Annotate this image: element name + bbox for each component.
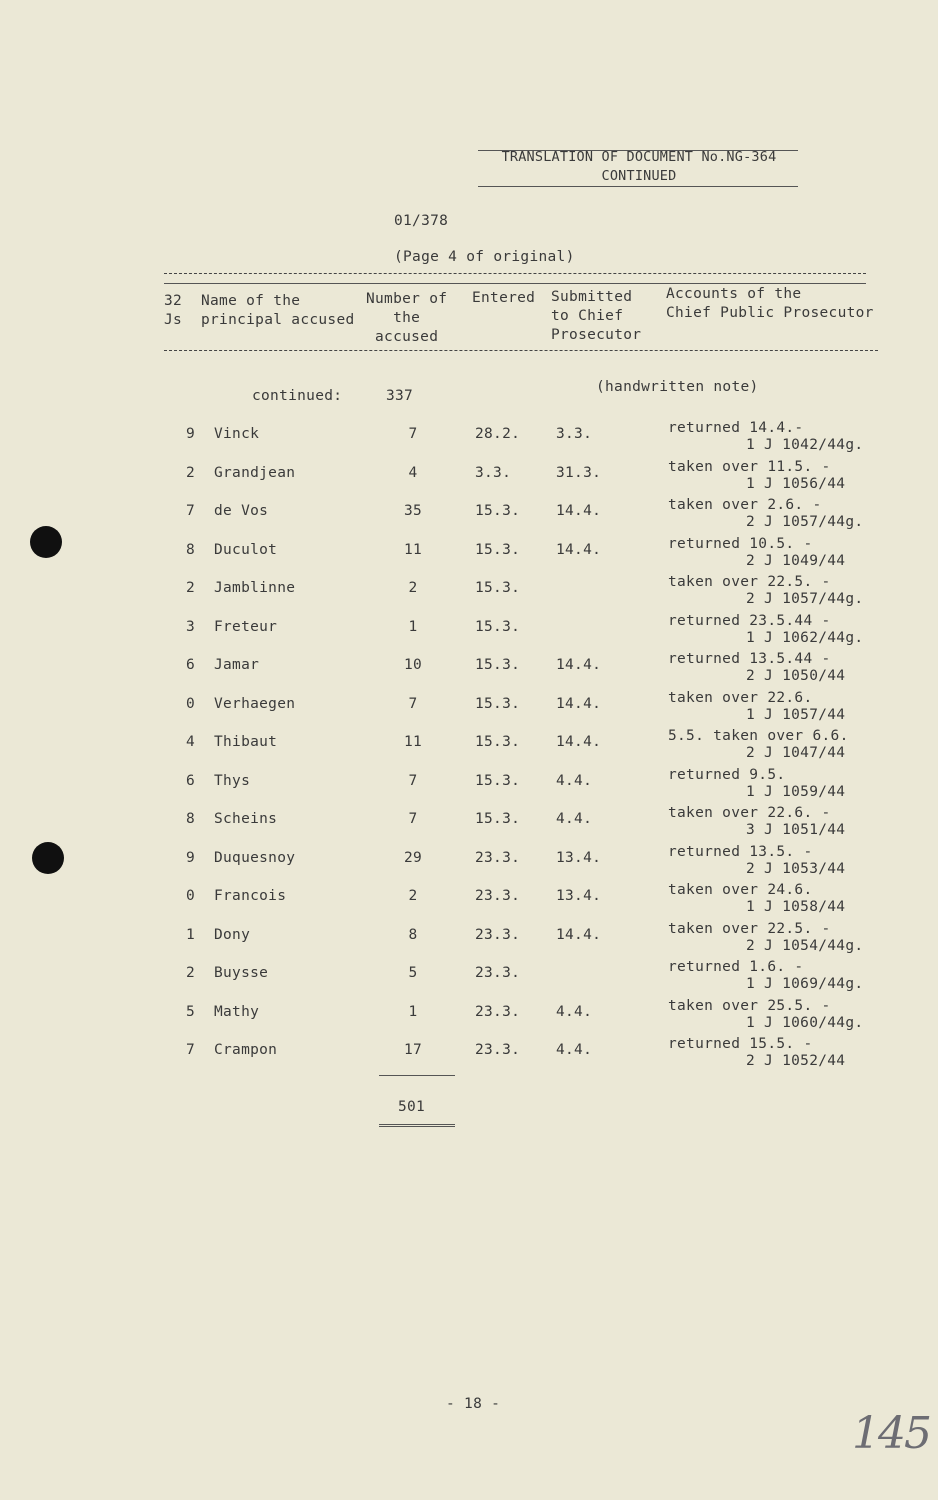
total-rule-bottom xyxy=(379,1124,455,1127)
row-name: Mathy xyxy=(214,1004,260,1020)
row-js: 0 xyxy=(186,888,196,904)
page-of-original: (Page 4 of original) xyxy=(394,249,575,265)
row-account-status: returned 9.5. xyxy=(668,767,786,783)
row-number: 1 xyxy=(408,619,418,635)
row-js: 9 xyxy=(186,426,196,442)
row-account-reference: 1 J 1057/44 xyxy=(746,707,846,723)
punch-hole-top xyxy=(30,526,62,558)
row-account-reference: 2 J 1053/44 xyxy=(746,861,846,877)
row-submitted: 3.3. xyxy=(556,426,593,442)
row-js: 1 xyxy=(186,927,196,943)
row-number: 2 xyxy=(408,580,418,596)
row-js: 6 xyxy=(186,773,196,789)
row-entered: 15.3. xyxy=(475,657,521,673)
row-account-reference: 1 J 1042/44g. xyxy=(746,437,864,453)
row-account-status: taken over 22.5. - xyxy=(668,921,831,937)
row-name: Duculot xyxy=(214,542,278,558)
row-entered: 15.3. xyxy=(475,773,521,789)
continued-value: 337 xyxy=(386,388,414,404)
header-rule-bottom xyxy=(478,186,798,187)
row-name: Francois xyxy=(214,888,287,904)
row-account-status: taken over 22.6. xyxy=(668,690,813,706)
row-account-status: returned 10.5. - xyxy=(668,536,813,552)
column-entered-header: Entered xyxy=(472,290,536,306)
row-number: 7 xyxy=(408,811,418,827)
row-account-reference: 1 J 1058/44 xyxy=(746,899,846,915)
row-name: Scheins xyxy=(214,811,278,827)
row-number: 7 xyxy=(408,426,418,442)
row-entered: 23.3. xyxy=(475,850,521,866)
row-account-reference: 1 J 1060/44g. xyxy=(746,1015,864,1031)
row-account-reference: 2 J 1057/44g. xyxy=(746,514,864,530)
handwritten-note-label: (handwritten note) xyxy=(596,379,759,395)
row-number: 4 xyxy=(408,465,418,481)
row-entered: 15.3. xyxy=(475,696,521,712)
document-reference: 01/378 xyxy=(394,213,449,229)
row-number: 2 xyxy=(408,888,418,904)
row-number: 10 xyxy=(403,657,423,673)
row-js: 8 xyxy=(186,811,196,827)
column-js-header: 32 Js xyxy=(164,293,183,328)
row-js: 3 xyxy=(186,619,196,635)
document-header xyxy=(478,148,800,186)
row-submitted: 4.4. xyxy=(556,1042,593,1058)
row-account-reference: 1 J 1069/44g. xyxy=(746,976,864,992)
row-name: Vinck xyxy=(214,426,260,442)
row-number: 1 xyxy=(408,1004,418,1020)
row-name: Buysse xyxy=(214,965,269,981)
handwritten-page-number: 145 xyxy=(852,1408,930,1459)
total-value: 501 xyxy=(398,1099,426,1115)
row-js: 7 xyxy=(186,1042,196,1058)
row-name: Crampon xyxy=(214,1042,278,1058)
row-entered: 15.3. xyxy=(475,811,521,827)
row-js: 5 xyxy=(186,1004,196,1020)
row-submitted: 14.4. xyxy=(556,503,602,519)
translation-title: TRANSLATION OF DOCUMENT No.NG-364 xyxy=(501,149,777,165)
table-top-rule xyxy=(164,273,866,274)
row-name: Jamblinne xyxy=(214,580,296,596)
row-entered: 15.3. xyxy=(475,619,521,635)
row-account-status: returned 23.5.44 - xyxy=(668,613,831,629)
row-account-status: 5.5. taken over 6.6. xyxy=(668,728,849,744)
row-account-reference: 1 J 1056/44 xyxy=(746,476,846,492)
row-name: Duquesnoy xyxy=(214,850,296,866)
row-entered: 23.3. xyxy=(475,965,521,981)
column-submitted-header: Submitted to Chief Prosecutor xyxy=(551,289,642,343)
row-account-status: taken over 2.6. - xyxy=(668,497,822,513)
row-entered: 15.3. xyxy=(475,542,521,558)
row-account-reference: 2 J 1047/44 xyxy=(746,745,846,761)
row-number: 35 xyxy=(403,503,423,519)
row-name: Jamar xyxy=(214,657,260,673)
row-submitted: 4.4. xyxy=(556,1004,593,1020)
row-number: 5 xyxy=(408,965,418,981)
row-account-status: returned 13.5. - xyxy=(668,844,813,860)
row-number: 11 xyxy=(403,734,423,750)
row-number: 7 xyxy=(408,696,418,712)
row-account-status: taken over 22.6. - xyxy=(668,805,831,821)
row-entered: 23.3. xyxy=(475,888,521,904)
row-account-status: returned 15.5. - xyxy=(668,1036,813,1052)
row-entered: 23.3. xyxy=(475,1004,521,1020)
row-entered: 15.3. xyxy=(475,734,521,750)
total-rule-top xyxy=(379,1075,455,1076)
row-account-status: taken over 22.5. - xyxy=(668,574,831,590)
row-account-reference: 2 J 1054/44g. xyxy=(746,938,864,954)
punch-hole-bottom xyxy=(32,842,64,874)
row-number: 11 xyxy=(403,542,423,558)
row-js: 0 xyxy=(186,696,196,712)
row-account-status: taken over 24.6. xyxy=(668,882,813,898)
row-js: 2 xyxy=(186,465,196,481)
row-account-reference: 2 J 1052/44 xyxy=(746,1053,846,1069)
table-header-bottom-rule xyxy=(164,350,878,351)
row-number: 29 xyxy=(403,850,423,866)
row-submitted: 4.4. xyxy=(556,811,593,827)
row-name: Thibaut xyxy=(214,734,278,750)
row-entered: 28.2. xyxy=(475,426,521,442)
row-number: 7 xyxy=(408,773,418,789)
row-js: 6 xyxy=(186,657,196,673)
row-account-reference: 1 J 1062/44g. xyxy=(746,630,864,646)
row-name: Verhaegen xyxy=(214,696,296,712)
row-entered: 3.3. xyxy=(475,465,512,481)
row-submitted: 13.4. xyxy=(556,888,602,904)
row-entered: 15.3. xyxy=(475,503,521,519)
row-account-status: returned 13.5.44 - xyxy=(668,651,831,667)
row-name: Grandjean xyxy=(214,465,296,481)
row-submitted: 14.4. xyxy=(556,542,602,558)
continued-title: CONTINUED xyxy=(601,168,677,184)
row-account-status: taken over 25.5. - xyxy=(668,998,831,1014)
row-submitted: 4.4. xyxy=(556,773,593,789)
table-top-rule-2 xyxy=(164,283,866,284)
row-submitted: 14.4. xyxy=(556,657,602,673)
row-account-status: taken over 11.5. - xyxy=(668,459,831,475)
row-js: 7 xyxy=(186,503,196,519)
row-submitted: 13.4. xyxy=(556,850,602,866)
row-js: 4 xyxy=(186,734,196,750)
row-js: 2 xyxy=(186,580,196,596)
row-number: 17 xyxy=(403,1042,423,1058)
row-js: 8 xyxy=(186,542,196,558)
row-submitted: 14.4. xyxy=(556,927,602,943)
row-number: 8 xyxy=(408,927,418,943)
row-name: Dony xyxy=(214,927,251,943)
row-name: Freteur xyxy=(214,619,278,635)
row-submitted: 31.3. xyxy=(556,465,602,481)
row-name: de Vos xyxy=(214,503,269,519)
page-number: - 18 - xyxy=(446,1396,501,1412)
row-account-reference: 1 J 1059/44 xyxy=(746,784,846,800)
row-js: 9 xyxy=(186,850,196,866)
column-number-header: Number of the accused xyxy=(366,291,448,345)
column-name-header: Name of the principal accused xyxy=(201,293,355,328)
row-name: Thys xyxy=(214,773,251,789)
row-entered: 15.3. xyxy=(475,580,521,596)
continued-label: continued: xyxy=(252,388,343,404)
row-js: 2 xyxy=(186,965,196,981)
row-account-reference: 2 J 1057/44g. xyxy=(746,591,864,607)
row-account-reference: 2 J 1049/44 xyxy=(746,553,846,569)
row-submitted: 14.4. xyxy=(556,696,602,712)
column-accounts-header: Accounts of the Chief Public Prosecutor xyxy=(666,286,874,321)
row-account-reference: 2 J 1050/44 xyxy=(746,668,846,684)
row-submitted: 14.4. xyxy=(556,734,602,750)
row-entered: 23.3. xyxy=(475,1042,521,1058)
row-account-status: returned 1.6. - xyxy=(668,959,804,975)
row-account-reference: 3 J 1051/44 xyxy=(746,822,846,838)
row-entered: 23.3. xyxy=(475,927,521,943)
row-account-status: returned 14.4.- xyxy=(668,420,804,436)
